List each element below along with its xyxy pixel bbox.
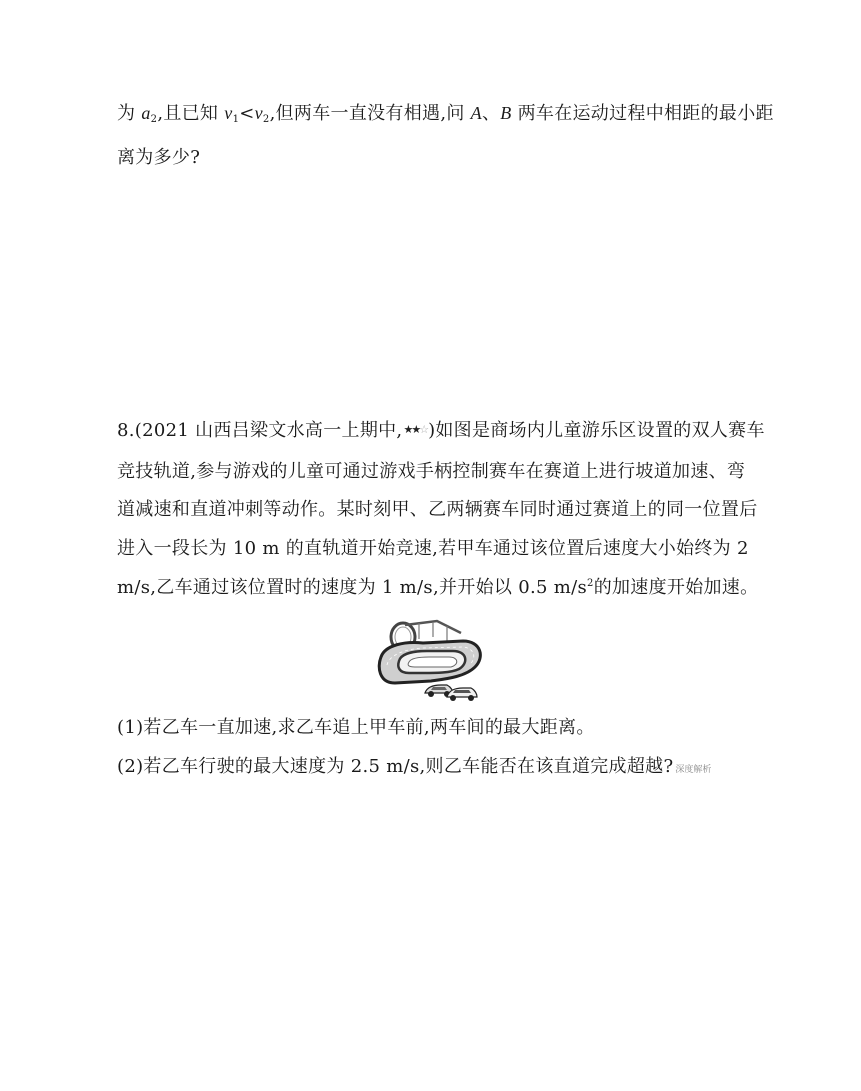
symbol-B: B [500,103,512,123]
symbol-v1: v [224,103,233,123]
text-wei: 为 [117,103,142,124]
deep-analysis-tag: 深度解析 [675,765,712,775]
text-sep: 、 [481,103,501,124]
text-tail: 两车在运动过程中相距的最小距 [511,103,774,124]
text-mid: ,但两车一直没有相遇,问 [269,103,471,124]
q8-line-1 [117,417,765,444]
difficulty-stars-icon [403,417,427,443]
race-track-figure [375,617,487,702]
track-illustration-icon [379,621,480,701]
q8-source: 8.(2021 山西吕梁文水高一上期中, [117,420,403,441]
q8-sub-question-2 [117,754,711,783]
subscript-v2: 2 [262,114,270,125]
q8-line-4: 进入一段长为 10 m 的直轨道开始竞速,若甲车通过该位置后速度大小始终为 2 [117,538,749,559]
q8-line-2: 竞技轨道,参与游戏的儿童可通过游戏手柄控制赛车在赛道上进行坡道加速、弯 [117,461,746,482]
q7-line-1 [117,100,774,127]
less-than: < [239,103,255,124]
empty-star: ☆ [419,423,428,436]
text-known: ,且已知 [157,103,225,124]
q8-line5-end: 的加速度开始加速。 [593,577,759,598]
q8-line5-text: m/s,乙车通过该位置时的速度为 1 m/s,并开始以 0.5 m/s [117,577,588,598]
superscript-2: 2 [587,578,594,589]
q8-line-3: 道减速和直道冲刺等动作。某时刻甲、乙两辆赛车同时通过赛道上的同一位置后 [117,499,758,520]
filled-stars: ★★ [403,423,420,436]
subscript-v1: 1 [232,114,240,125]
sub2-text: (2)若乙车行驶的最大速度为 2.5 m/s,则乙车能否在该直道完成超越? [117,756,674,777]
symbol-a: a [141,103,151,123]
symbol-A: A [470,103,482,123]
q8-sub-question-1: (1)若乙车一直加速,求乙车追上甲车前,两车间的最大距离。 [117,717,595,738]
q8-line-5 [117,575,758,601]
q8-intro: )如图是商场内儿童游乐区设置的双人赛车 [428,420,765,441]
symbol-v2: v [254,103,263,123]
q7-line-2: 离为多少? [117,147,201,168]
subscript-a: 2 [150,114,158,125]
